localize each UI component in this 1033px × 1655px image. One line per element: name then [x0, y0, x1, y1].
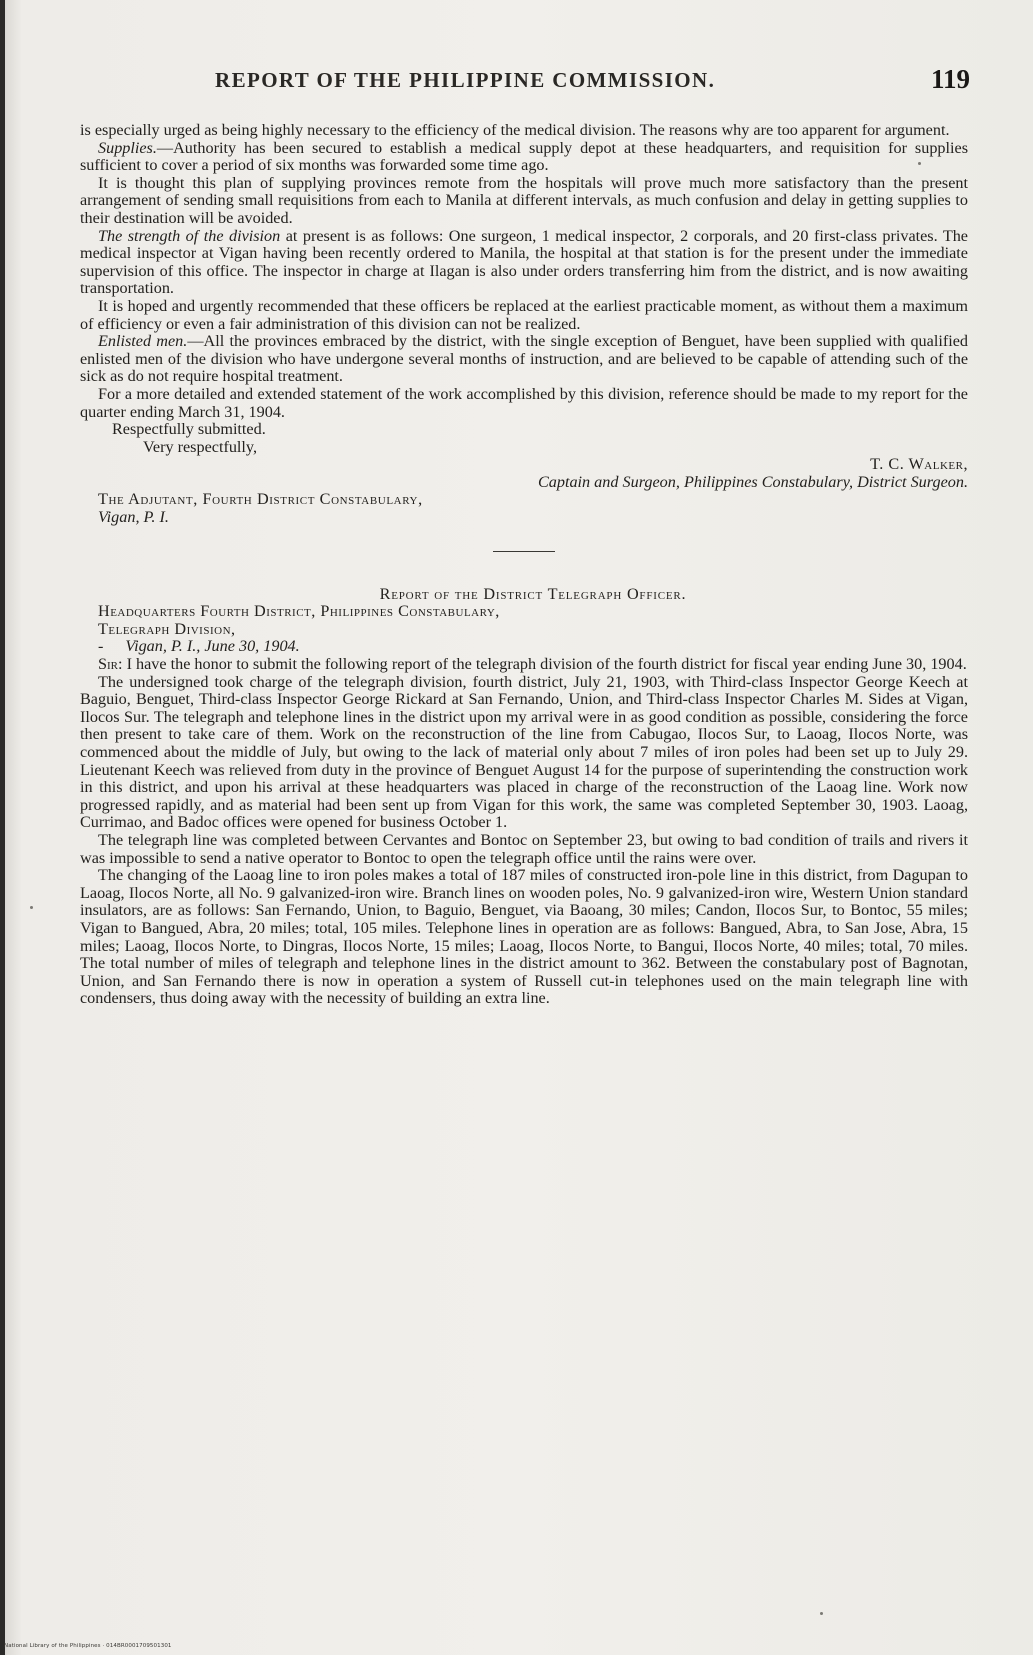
addressee: The Adjutant, Fourth District Constabulary, — [98, 490, 423, 509]
print-speck — [820, 1612, 823, 1615]
paragraph-thought: It is thought this plan of supplying provinces remote from the hospitals will prove much more satisfactory than the present arrangement of sending small requisitions from each to Manila at different intervals, as much confusion and delay in getting supplies to their destination will be avoided. — [80, 173, 968, 227]
signature-name: T. C. Walker, — [870, 455, 968, 474]
sir-text: I have the honor to submit the following report of the telegraph division of the fourth district for fiscal year ending June 30, 1904. — [122, 655, 967, 674]
signature-title: Captain and Surgeon, Philippines Constabulary, District Surgeon. — [537, 472, 968, 491]
library-footer-note: National Library of the Philippines · 014BR0001709501301 — [4, 1643, 172, 1649]
strength-text: at present is as follows: One surgeon, 1 medical inspector, 2 corporals, and 20 first-class privates. The medical inspector at Vigan having been recently ordered to Manila, the hospital at that station is for the present under the immediate supervision of this office. The inspector in charge at Ilagan is also under orders transferring him from the district, and is now awaiting transportation. — [80, 226, 968, 298]
paragraph-undersigned: The undersigned took charge of the telegraph division, fourth district, July 21, 1903, with Third-class Inspector George Keech at Baguio, Benguet, Third-class Inspector George Rickard at San Fernando, Union, and Third-class Inspector Charles M. Sides at Vigan, Ilocos Sur. The telegraph and telephone lines in the district upon my arrival were in as good condition as possible, considering the force then present to take care of them. Work on the reconstruction of the line from Cabugao, Ilocos Sur, to Laoag, Ilocos Norte, was commenced about the middle of July, but owing to the lack of material only about 7 miles of iron poles had been set up to July 29. Lieutenant Keech was relieved from duty in the province of Benguet August 14 for the purpose of superintending the construction work in this district, and upon his arrival at these headquarters was placed in charge of the reconstruction of the Laoag line. Work now progressed rapidly, and as material had been sent up from Vigan for this work, the same was completed September 30, 1903. Laoag, Currimao, and Badoc offices were opened for business October 1. — [80, 672, 968, 832]
headquarters-line-2: Telegraph Division, — [98, 619, 236, 638]
print-speck — [30, 906, 33, 909]
paragraph-supplies — [80, 140, 968, 175]
addressee-place: Vigan, P. I. — [98, 508, 169, 527]
paragraph-line-completed: The telegraph line was completed between Cervantes and Bontoc on September 23, but owing to bad condition of trails and rivers it was impossible to send a native operator to Bontoc to open the telegraph office until the rains were over. — [80, 830, 968, 867]
print-speck — [918, 162, 921, 165]
enlisted-lead: Enlisted men. — [98, 332, 188, 351]
page-header — [80, 64, 980, 100]
paragraph-strength — [80, 228, 968, 298]
section-divider — [493, 551, 555, 552]
headquarters-line-1: Headquarters Fourth District, Philippines Constabulary, — [98, 602, 500, 621]
section-title: Report of the District Telegraph Officer. — [379, 584, 687, 603]
paragraph-intro: is especially urged as being highly necessary to the efficiency of the medical division. The reasons why are too apparent for argument. — [80, 121, 950, 139]
running-head: REPORT OF THE PHILIPPINE COMMISSION. — [215, 68, 716, 92]
paragraph-hoped: It is hoped and urgently recommended that these officers be replaced at the earliest practicable moment, as without them a maximum of efficiency or even a fair administration of this division can not be realized. — [80, 296, 968, 333]
sir-lead: Sir: — [98, 655, 123, 674]
dateline-text: Vigan, P. I., June 30, 1904. — [125, 637, 300, 656]
page-spine-shadow — [0, 0, 5, 1655]
page-number: 119 — [930, 64, 970, 94]
dateline-mark: - — [98, 637, 104, 656]
paragraph-enlisted — [80, 333, 968, 386]
supplies-lead: Supplies. — [98, 138, 157, 157]
supplies-text: —Authority has been secured to establish a medical supply depot at these headquarters, and requisition for supplies sufficient to cover a period of six months was forwarded some time ago. — [80, 138, 968, 175]
dateline — [80, 638, 968, 656]
strength-lead: The strength of the division — [98, 226, 281, 245]
closing-very-respectfully: Very respectfully, — [143, 437, 258, 456]
paragraph-more-detail: For a more detailed and extended statement of the work accomplished by this division, reference should be made to my report for the quarter ending March 31, 1904. — [80, 384, 968, 421]
closing-respectfully-submitted: Respectfully submitted. — [112, 420, 266, 439]
page-body — [80, 122, 968, 1008]
paragraph-sir — [80, 656, 968, 674]
paragraph-laoag-line: The changing of the Laoag line to iron poles makes a total of 187 miles of constructed iron-pole line in this district, from Dagupan to Laoag, Ilocos Norte, all No. 9 galvanized-iron wire. Branch lines on wooden poles, No. 9 galvanized-iron wire, Western Union standard insulators, are as follows: San Fernando, Union, to Baguio, Benguet, via Baoang, 30 miles; Candon, Ilocos Sur, to Bontoc, 55 miles; Vigan to Bangued, Abra, 20 miles; total, 105 miles. Telephone lines in operation are as follows: Bangued, Abra, to San Jose, Abra, 15 miles; Laoag, Ilocos Norte, to Dingras, Ilocos Norte, 15 miles; Laoag, Ilocos Norte, to Bangui, Ilocos Norte, 40 miles; total, 70 miles. The total number of miles of telegraph and telephone lines in the district amount to 362. Between the constabulary post of Bagnotan, Union, and San Fernando there is now in operation a system of Russell cut-in telephones used on the main telegraph line with condensers, thus doing away with the necessity of building an extra line. — [80, 866, 968, 1008]
enlisted-text: —All the provinces embraced by the district, with the single exception of Benguet, have been supplied with qualified enlisted men of the division who have undergone several months of instruction, and are believed to be capable of attending such of the sick as do not require hospital treatment. — [80, 332, 968, 386]
